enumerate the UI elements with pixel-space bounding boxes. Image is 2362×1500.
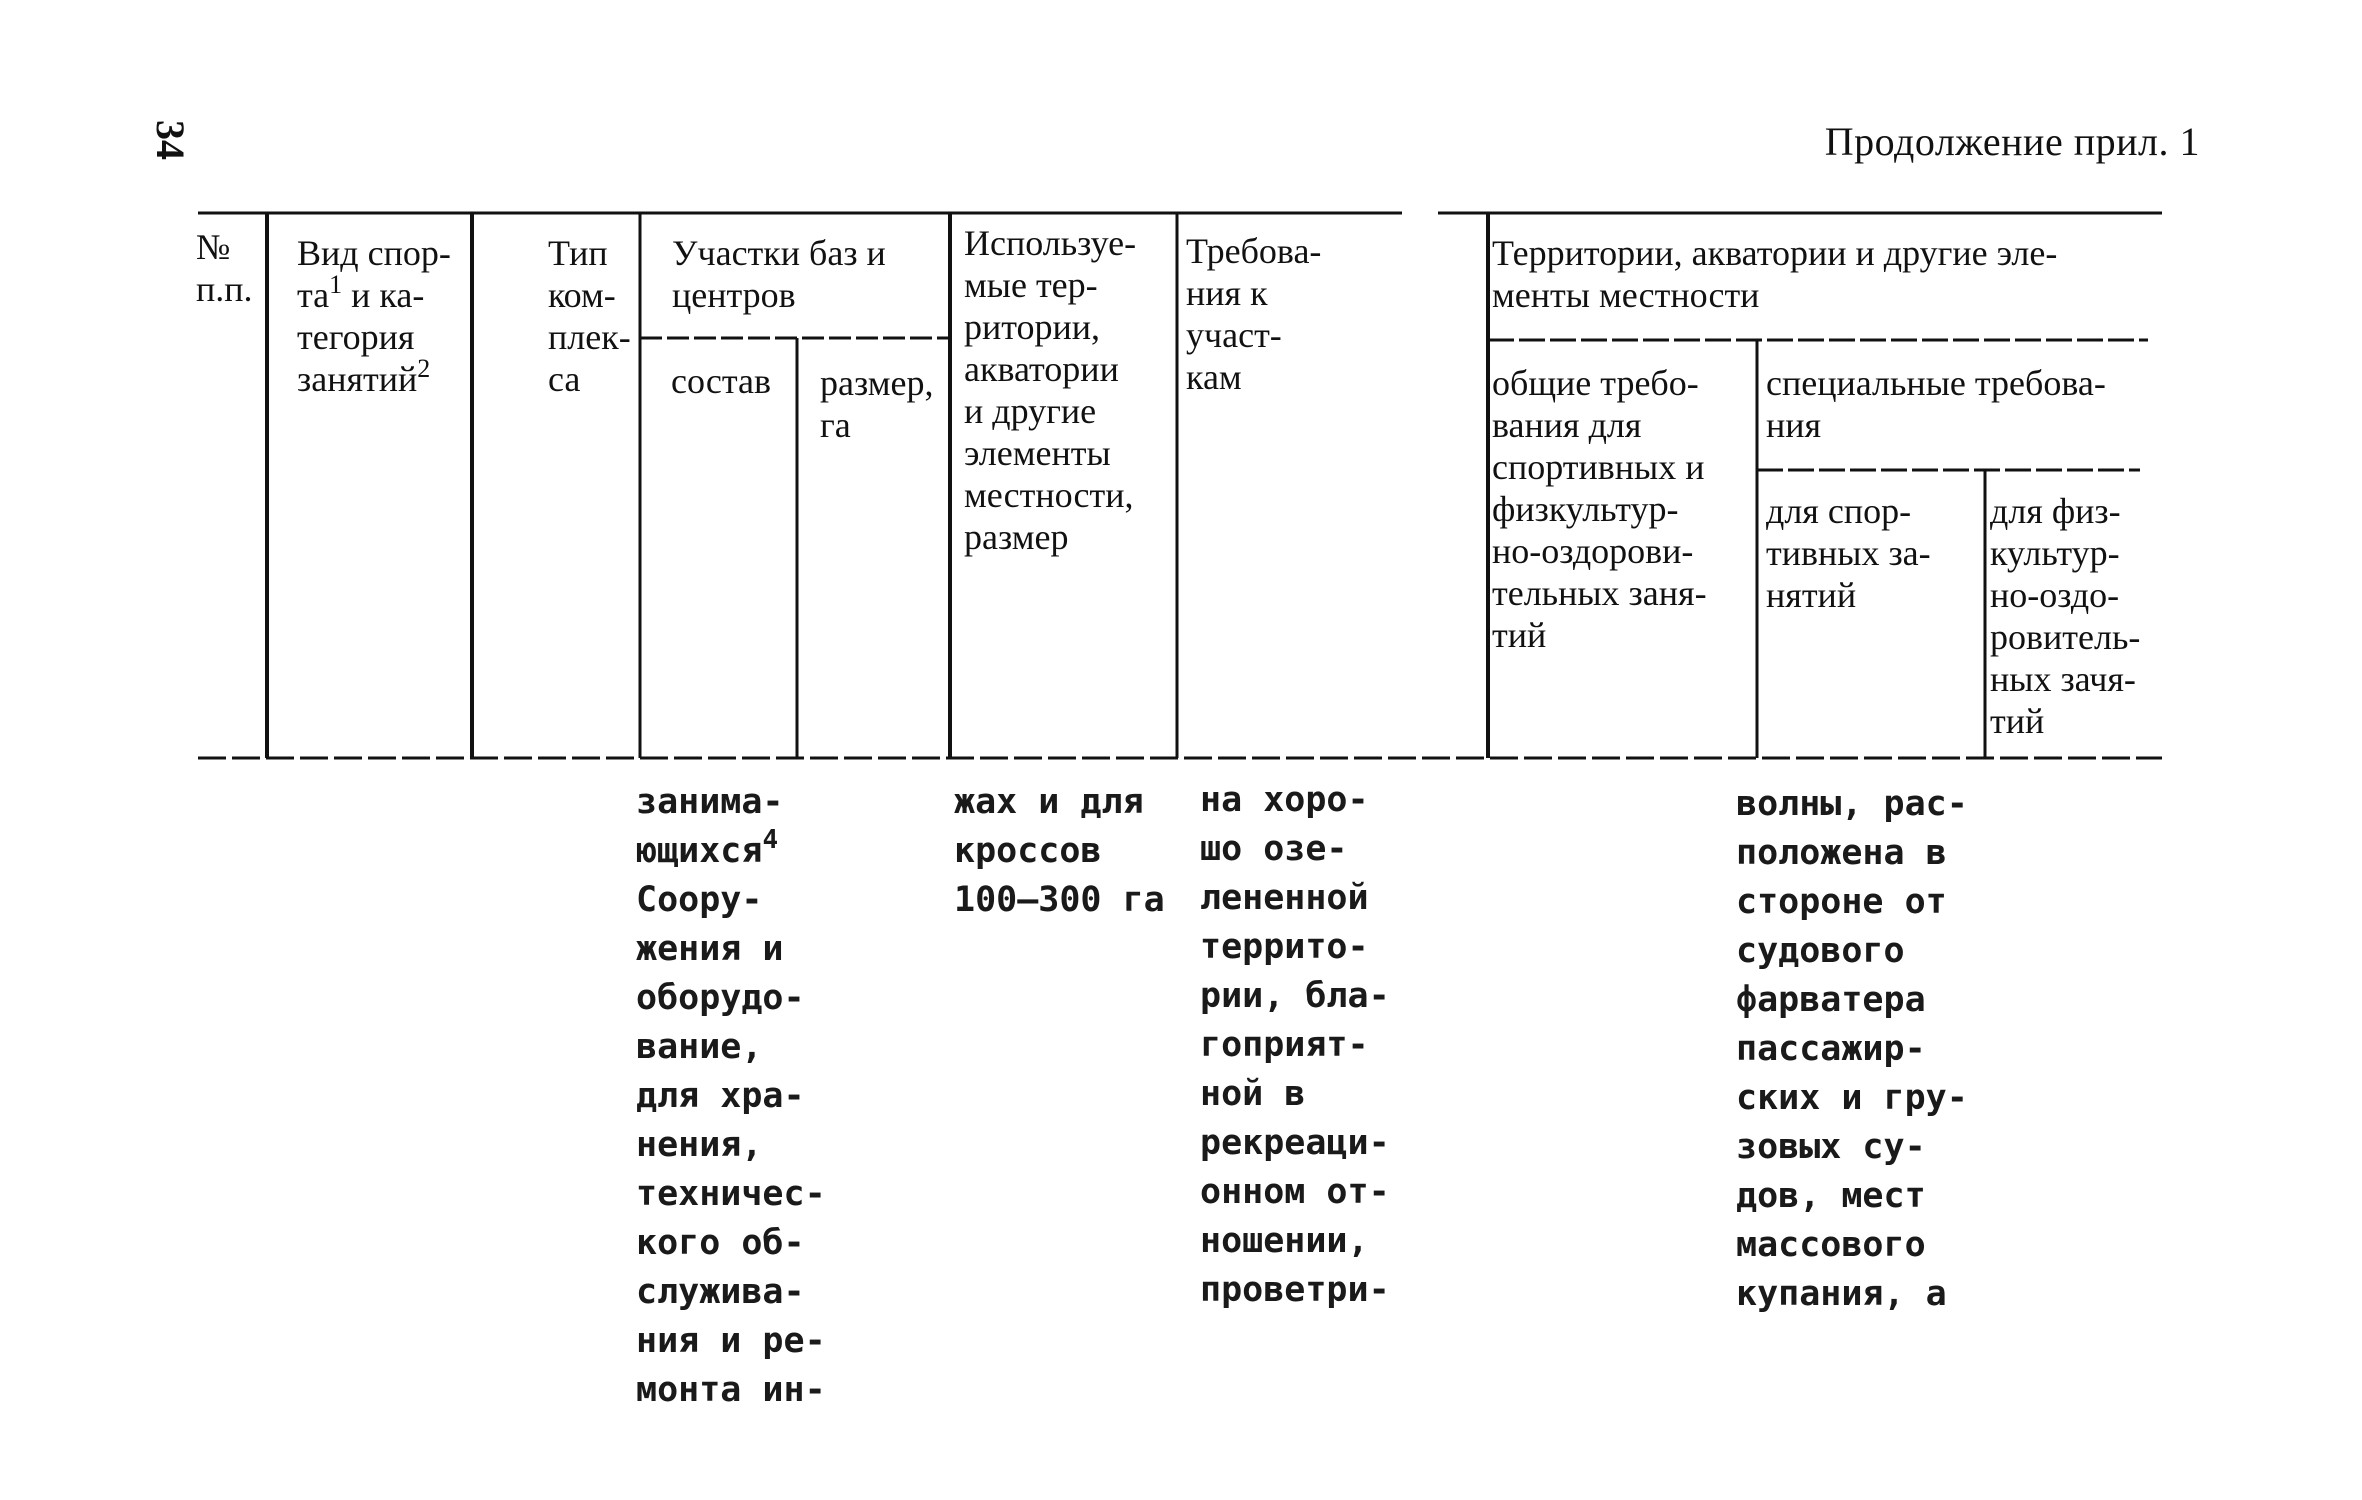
header-territories: Территории, акватории и другие эле- менты местности [1492,233,2058,315]
header-general-requirements: общие требо- вания для спортивных и физкультур- но-оздорови- тельных заня- тий [1492,363,1707,655]
header-sport [297,232,451,400]
page-number: 34 [148,120,193,160]
continuation-label: Продолжение прил. 1 [1824,119,2200,164]
header-bases-size: размер, га [820,363,934,445]
body-special-sport: волны, рас- положена в стороне от судового фарватера пассажир- ских и гру- зовых су- дов, мест массового купания, а [1736,784,1968,1314]
header-special-requirements: специальные требова- ния [1766,363,2106,445]
header-bases: Участки баз и центров [672,233,886,315]
body-sostav [636,778,826,1415]
footnote-2: 2 [417,354,431,383]
header-special-sport: для спор- тивных за- нятий [1766,491,1931,615]
header-complex: Тип ком- плек- са [548,233,631,399]
footnote-4: 4 [762,825,779,855]
header-used-territories: Используе- мые тер- ритории, акватории и другие элементы местности, размер [964,223,1137,557]
body-sostav-b: Соору- жения и оборудо- вание, для хра- нения, техничес- кого об- служива- ния и ре- монта ин- [636,880,826,1410]
header-sport-b: и ка- тегория занятий [297,275,425,399]
body-used-territories: жах и для кроссов 100–300 га [954,782,1165,920]
header-bases-sostav: состав [671,361,772,401]
header-sport-a: Вид спор- та [297,233,451,315]
footnote-1: 1 [329,270,343,299]
header-num: № п.п. [196,227,253,309]
body-requirements: на хоро- шо озе- лененной террито- рии, бла- гоприят- ной в рекреаци- онном от- ношении, проветри- [1200,780,1390,1310]
body-sostav-a: занима- ющихся [636,782,784,871]
header-special-fitness: для физ- культур- но-оздо- ровитель- ных зачя- тий [1990,491,2141,741]
header-requirements: Требова- ния к участ- кам [1186,231,1322,397]
